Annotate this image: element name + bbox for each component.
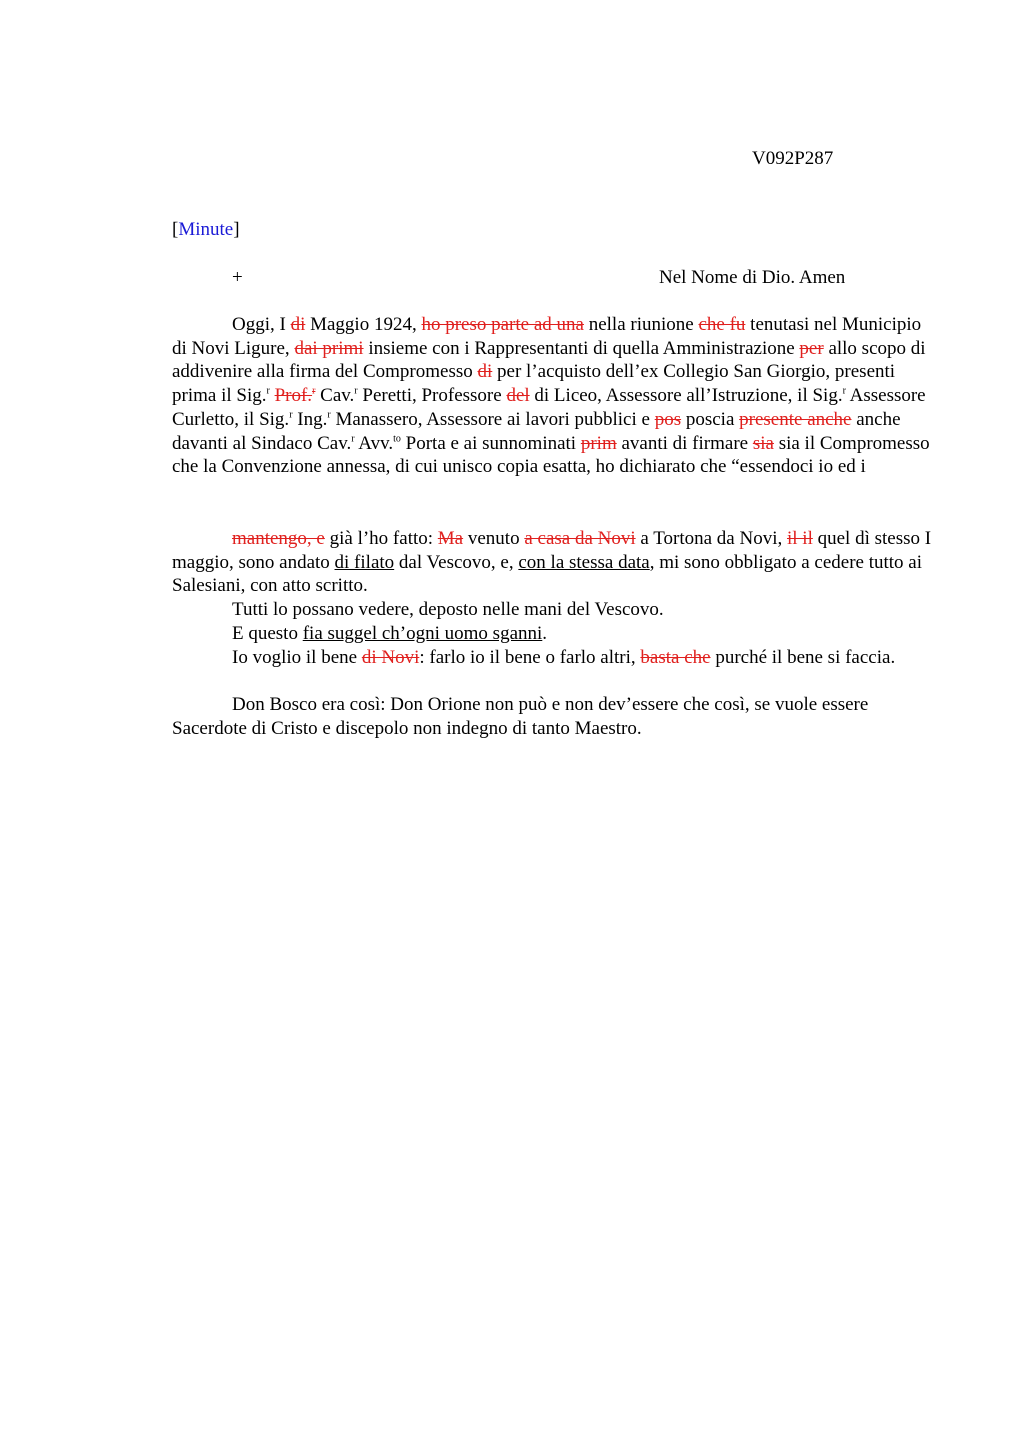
- text-run: di Liceo, Assessore all’Istruzione, il Sig.: [529, 385, 843, 407]
- abbreviation-superscript: r: [266, 385, 270, 397]
- paragraph-3: [172, 598, 932, 622]
- text-run: dal Vescovo, e,: [394, 551, 519, 573]
- abbreviation-superscript: r: [354, 385, 358, 397]
- paragraph-4: [172, 622, 932, 646]
- deleted-text: il il: [786, 528, 813, 549]
- deleted-text: di: [290, 314, 306, 335]
- deleted-text: di Novi: [361, 647, 420, 668]
- deleted-text: ho preso parte ad una: [421, 314, 584, 335]
- text-run: E questo: [232, 623, 303, 644]
- deleted-text: sia: [752, 432, 774, 454]
- abbreviation-superscript: r: [327, 409, 331, 421]
- text-run: .: [542, 623, 548, 644]
- abbreviation-superscript: r: [289, 409, 293, 421]
- text-run: venuto: [463, 528, 525, 549]
- text-run: Cav.: [315, 385, 355, 407]
- text-run: insieme con i Rappresentanti di quella Amministrazione: [363, 337, 800, 359]
- underlined-text: con la stessa data: [518, 551, 650, 573]
- deleted-text: dai primi: [294, 337, 364, 359]
- deleted-text: Prof.: [274, 385, 313, 407]
- underlined-text: di filato: [334, 551, 395, 573]
- text-run: a Tortona da Novi,: [635, 528, 787, 549]
- abbreviation-superscript: r: [351, 433, 355, 445]
- paragraph-2: [172, 527, 932, 598]
- abbreviation-superscript: to: [393, 433, 401, 445]
- text-run: Oggi, I: [232, 314, 291, 335]
- text-run: Io voglio il bene: [232, 647, 362, 668]
- text-run: anche davanti al Sindaco Cav.: [172, 408, 901, 454]
- paragraph-1: [172, 313, 932, 479]
- text-run: quel dì stesso I maggio, sono andato: [172, 528, 932, 573]
- text-run: Avv.: [354, 432, 394, 454]
- deleted-text: per: [799, 337, 824, 359]
- text-run: sia il Compromesso che la Convenzione annessa, di cui unisco copia esatta, ho dichiarato che “essendoci io ed i: [172, 432, 930, 478]
- text-run: già l’ho fatto:: [324, 528, 438, 549]
- underlined-text: fia suggel ch’ogni uomo sganni: [302, 623, 543, 644]
- deleted-text: di: [477, 361, 493, 383]
- deleted-text: basta che: [640, 647, 711, 668]
- text-run: , mi sono obbligato a cedere tutto ai Salesiani, con atto scritto.: [172, 551, 922, 597]
- text-run: tenutasi nel Municipio di Novi Ligure,: [172, 314, 922, 359]
- deleted-superscript: r: [312, 385, 316, 397]
- text-run: Assessore Curletto, il Sig.: [172, 385, 926, 430]
- minute-heading: [172, 219, 240, 241]
- deleted-text: prim: [580, 432, 617, 454]
- deleted-text: a casa da Novi: [524, 528, 636, 549]
- minute-close-bracket: ]: [233, 219, 240, 240]
- deleted-text: mantengo, e: [232, 528, 325, 549]
- deleted-text: Ma: [437, 528, 464, 549]
- text-run: purché il bene si faccia.: [710, 647, 896, 668]
- text-run: Don Bosco era così: Don Orione non può e non dev’essere che così, se vuole essere Sacerdote di Cristo e discepolo non indegno di tanto Maestro.: [172, 694, 869, 739]
- text-run: Maggio 1924,: [305, 314, 422, 335]
- text-run: Porta e ai sunnominati: [400, 432, 581, 454]
- text-run: Manassero, Assessore ai lavori pubblici e: [330, 408, 655, 430]
- text-run: poscia: [681, 408, 740, 430]
- deleted-text: pos: [654, 408, 682, 430]
- paragraph-5: [172, 646, 932, 670]
- invocation-text: Nel Nome di Dio. Amen: [659, 267, 846, 288]
- text-run: Peretti, Professore: [357, 385, 507, 407]
- deleted-text: del: [506, 385, 530, 407]
- paragraph-6: [172, 693, 932, 740]
- text-run: Ing.: [292, 408, 328, 430]
- page-code: V092P287: [752, 148, 834, 169]
- text-run: nella riunione: [583, 314, 699, 335]
- text-run: allo scopo di addivenire alla firma del Compromesso: [172, 337, 926, 383]
- text-run: avanti di firmare: [616, 432, 753, 454]
- minute-open-bracket: [: [172, 219, 179, 240]
- cross-mark: +: [232, 267, 243, 288]
- minute-label: Minute: [178, 219, 234, 240]
- text-run: Tutti lo possano vedere, deposto nelle mani del Vescovo.: [232, 599, 664, 620]
- text-run: : farlo io il bene o farlo altri,: [419, 647, 641, 668]
- deleted-text: che fu: [698, 314, 746, 335]
- abbreviation-superscript: r: [842, 385, 846, 397]
- text-run: per l’acquisto dell’ex Collegio San Giorgio, presenti prima il Sig.: [172, 361, 896, 407]
- deleted-text: presente anche: [739, 408, 852, 430]
